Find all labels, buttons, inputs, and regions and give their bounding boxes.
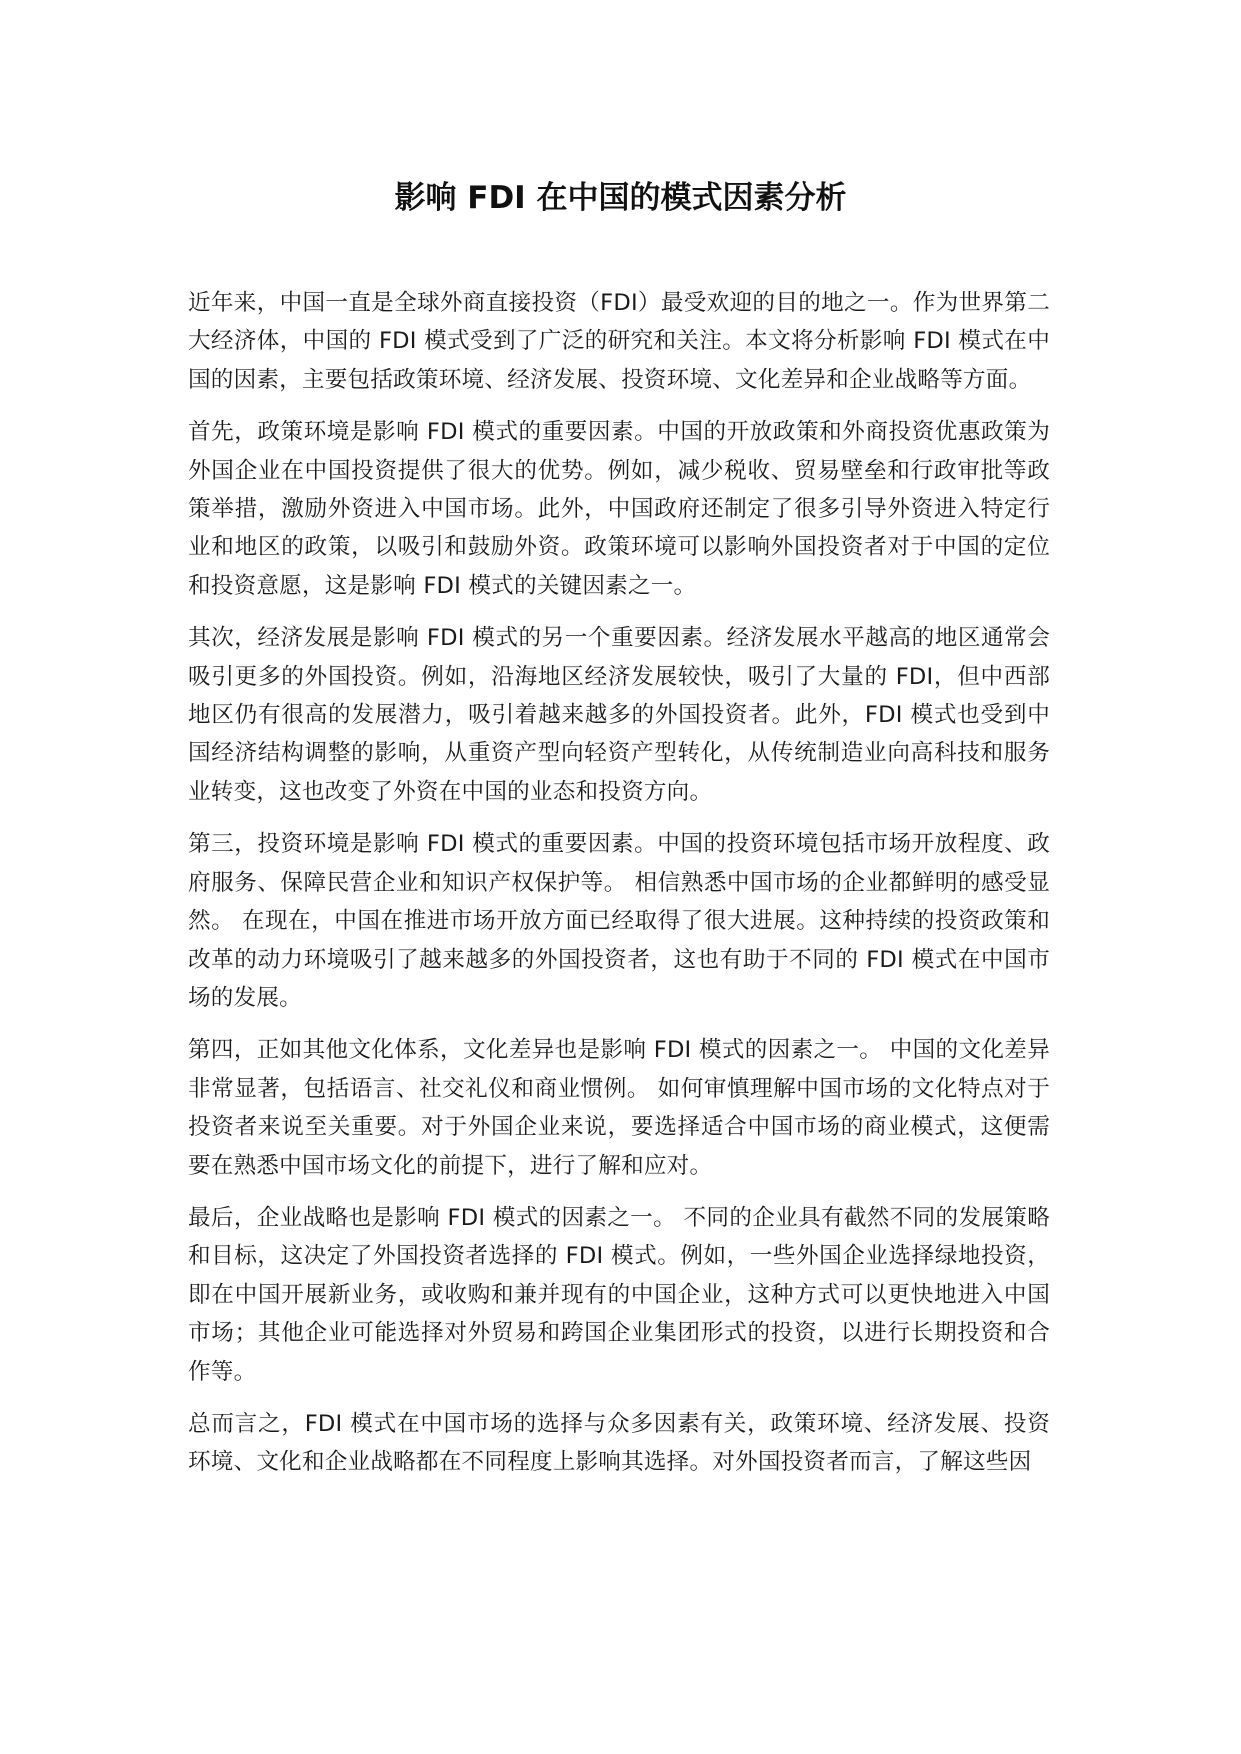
document-title: 影响 FDI 在中国的模式因素分析: [394, 180, 847, 216]
paragraph-conclusion: 总而言之，FDI 模式在中国市场的选择与众多因素有关，政策环境、经济发展、投资环境、文化和企业战略都在不同程度上影响其选择。对外国投资者而言，了解这些因: [188, 1410, 1050, 1476]
paragraph-intro: 近年来，中国一直是全球外商直接投资（FDI）最受欢迎的目的地之一。作为世界第二大经济体，中国的 FDI 模式受到了广泛的研究和关注。本文将分析影响 FDI 模式在中国的因素，主要包括政策环境、经济发展、投资环境、文化差异和企业战略等方面。: [188, 290, 1050, 393]
paragraph-strategy: 最后，企业战略也是影响 FDI 模式的因素之一。 不同的企业具有截然不同的发展策略和目标，这决定了外国投资者选择的 FDI 模式。例如，一些外国企业选择绿地投资，即在中国开展新业务，或收购和兼并现有的中国企业，这种方式可以更快地进入中国市场；其他企业可能选择对外贸易和跨国企业集团形式的投资，以进行长期投资和合作等。: [188, 1204, 1050, 1385]
paragraph-culture: 第四，正如其他文化体系，文化差异也是影响 FDI 模式的因素之一。 中国的文化差异非常显著，包括语言、社交礼仪和商业惯例。 如何审慎理解中国市场的文化特点对于投资者来说至关重要。对于外国企业来说，要选择适合中国市场的商业模式，这便需要在熟悉中国市场文化的前提下，进行了解和应对。: [188, 1037, 1050, 1179]
paragraph-economy: 其次，经济发展是影响 FDI 模式的另一个重要因素。经济发展水平越高的地区通常会吸引更多的外国投资。例如，沿海地区经济发展较快，吸引了大量的 FDI，但中西部地区仍有很高的发展潜力，吸引着越来越多的外国投资者。此外，FDI 模式也受到中国经济结构调整的影响，从重资产型向轻资产型转化，从传统制造业向高科技和服务业转变，这也改变了外资在中国的业态和投资方向。: [188, 625, 1050, 805]
paragraph-investment-environment: 第三，投资环境是影响 FDI 模式的重要因素。中国的投资环境包括市场开放程度、政府服务、保障民营企业和知识产权保护等。 相信熟悉中国市场的企业都鲜明的感受显然。 在现在，中国在推进市场开放方面已经取得了很大进展。这种持续的投资政策和改革的动力环境吸引了越来越多的外国投资者，这也有助于不同的 FDI 模式在中国市场的发展。: [188, 831, 1050, 1011]
document-body: [188, 284, 1050, 1496]
paragraph-policy: 首先，政策环境是影响 FDI 模式的重要因素。中国的开放政策和外商投资优惠政策为外国企业在中国投资提供了很大的优势。例如，减少税收、贸易壁垒和行政审批等政策举措，激励外资进入中国市场。此外，中国政府还制定了很多引导外资进入特定行业和地区的政策，以吸引和鼓励外资。政策环境可以影响外国投资者对于中国的定位和投资意愿，这是影响 FDI 模式的关键因素之一。: [188, 419, 1050, 599]
